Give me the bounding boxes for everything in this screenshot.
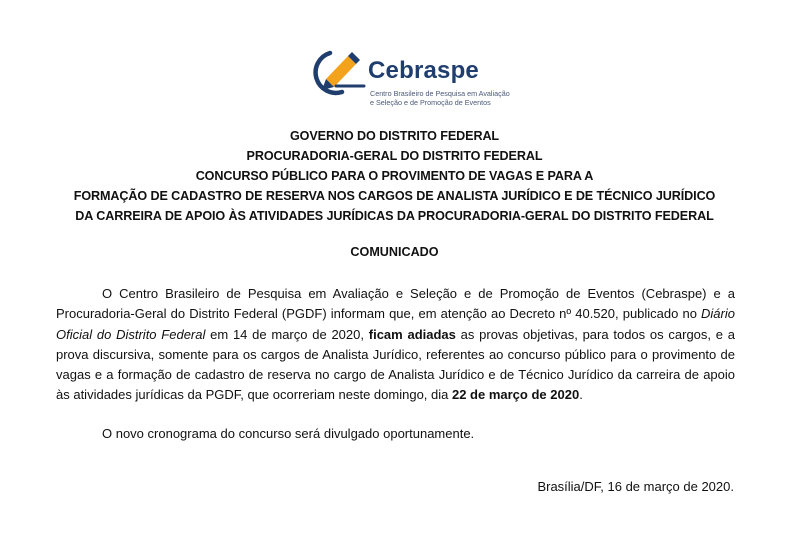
header-line-2: PROCURADORIA-GERAL DO DISTRITO FEDERAL (246, 149, 543, 163)
p1-text-d: . (579, 387, 583, 403)
p2-text: O novo cronograma do concurso será divulgado oportunamente. (102, 426, 475, 441)
p1-text-c: as provas objetivas, para todos os cargos, e a prova discursiva, somente para os cargos de Analista Jurídico, referentes ao concurso público para o provimento de vagas e a formação de cadastro de reserva no cargo de Analista Jurídico e de Técnico Jurídico da carreira de apoio às atividades jurídicas da PGDF, que ocorreriam neste domingo, dia (56, 326, 735, 403)
logo-tagline (370, 89, 510, 107)
p1-italic-gazette: Diário Oficial do Distrito Federal (56, 306, 735, 342)
cebraspe-logo-icon (312, 46, 372, 96)
header-line-1: GOVERNO DO DISTRITO FEDERAL (289, 129, 500, 143)
header-line-4: FORMAÇÃO DE CADASTRO DE RESERVA NOS CARGOS DE ANALISTA JURÍDICO E DE TÉCNICO JURÍDICO (73, 189, 716, 203)
p1-text-b: em 14 de março de 2020, (205, 326, 369, 342)
logo-tagline-line-2: e Seleção e de Promoção de Eventos (370, 98, 491, 107)
header-line-5: DA CARREIRA DE APOIO ÀS ATIVIDADES JURÍDICAS DA PROCURADORIA-GERAL DO DISTRITO FEDERAL (75, 209, 714, 223)
body-paragraph-2 (56, 424, 735, 444)
cebraspe-logo (312, 44, 510, 114)
p1-bold-adiadas: ficam adiadas (368, 326, 456, 342)
body-paragraph-1 (56, 284, 735, 406)
logo-name: Cebraspe (368, 57, 479, 84)
p1-text-a: O Centro Brasileiro de Pesquisa em Avaliação e Seleção e de Promoção de Eventos (Cebraspe) e a Procuradoria-Geral do Distrito Federal (PGDF) informam que, em atenção ao Decreto nº 40.520, publicado no (56, 286, 735, 322)
header-line-3: CONCURSO PÚBLICO PARA O PROVIMENTO DE VAGAS E PARA A (195, 169, 594, 183)
document-title: COMUNICADO (350, 245, 439, 259)
dateline: Brasília/DF, 16 de março de 2020. (537, 479, 734, 494)
logo-tagline-line-1: Centro Brasileiro de Pesquisa em Avaliação (370, 89, 510, 98)
p1-bold-date: 22 de março de 2020 (451, 387, 580, 403)
